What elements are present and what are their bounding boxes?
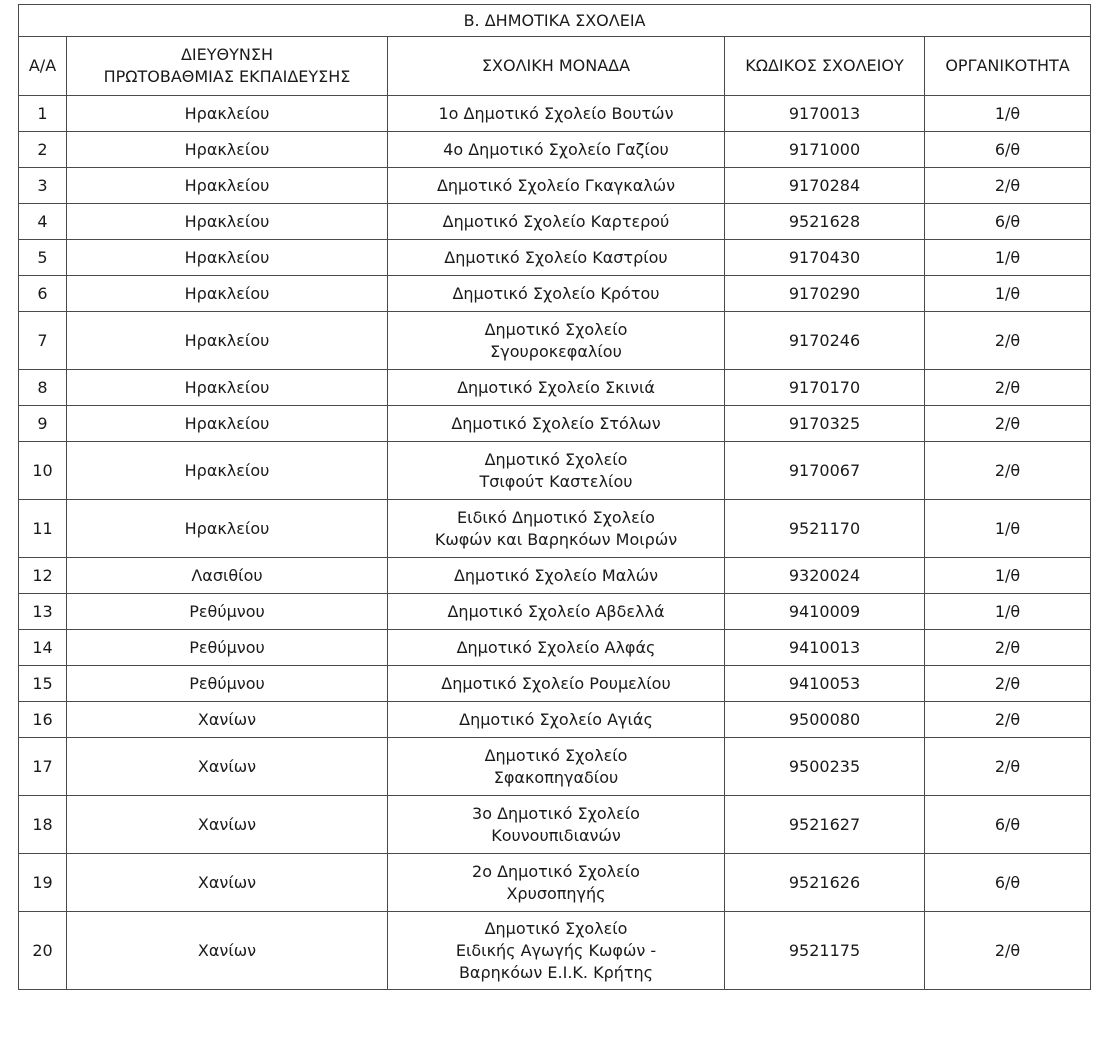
cell-directorate: Ηρακλείου: [67, 96, 388, 132]
cell-school: 1ο Δημοτικό Σχολείο Βουτών: [388, 96, 725, 132]
table-row: [19, 370, 1091, 406]
cell-directorate: Χανίων: [67, 854, 388, 912]
cell-directorate: Ηρακλείου: [67, 442, 388, 500]
cell-aa: 6: [19, 276, 67, 312]
cell-directorate: Χανίων: [67, 796, 388, 854]
cell-organic: 1/θ: [925, 240, 1091, 276]
cell-organic: 1/θ: [925, 96, 1091, 132]
cell-aa: 13: [19, 594, 67, 630]
cell-organic: 6/θ: [925, 204, 1091, 240]
cell-organic: 1/θ: [925, 276, 1091, 312]
table-row: [19, 276, 1091, 312]
cell-directorate: Ρεθύμνου: [67, 630, 388, 666]
cell-school: Δημοτικό Σχολείο Μαλών: [388, 558, 725, 594]
cell-aa: 20: [19, 912, 67, 990]
cell-organic: 1/θ: [925, 558, 1091, 594]
header-row: [19, 37, 1091, 96]
cell-organic: 2/θ: [925, 630, 1091, 666]
cell-directorate: Ηρακλείου: [67, 168, 388, 204]
cell-organic: 6/θ: [925, 854, 1091, 912]
cell-code: 9521175: [725, 912, 925, 990]
table-row: [19, 558, 1091, 594]
cell-school: Δημοτικό Σχολείο Σγουροκεφαλίου: [388, 312, 725, 370]
cell-school: Δημοτικό Σχολείο Αγιάς: [388, 702, 725, 738]
table-row: [19, 312, 1091, 370]
table-row: [19, 630, 1091, 666]
cell-organic: 1/θ: [925, 500, 1091, 558]
cell-aa: 9: [19, 406, 67, 442]
cell-code: 9170067: [725, 442, 925, 500]
cell-aa: 10: [19, 442, 67, 500]
cell-directorate: Λασιθίου: [67, 558, 388, 594]
cell-aa: 3: [19, 168, 67, 204]
cell-aa: 11: [19, 500, 67, 558]
table-row: [19, 204, 1091, 240]
cell-organic: 2/θ: [925, 702, 1091, 738]
cell-aa: 4: [19, 204, 67, 240]
cell-organic: 6/θ: [925, 132, 1091, 168]
cell-school: Δημοτικό Σχολείο Αλφάς: [388, 630, 725, 666]
cell-directorate: Ηρακλείου: [67, 276, 388, 312]
cell-school: Δημοτικό Σχολείο Ειδικής Αγωγής Κωφών - Βαρηκόων Ε.Ι.Κ. Κρήτης: [388, 912, 725, 990]
cell-directorate: Ρεθύμνου: [67, 594, 388, 630]
cell-aa: 2: [19, 132, 67, 168]
table-row: [19, 406, 1091, 442]
table-row: [19, 442, 1091, 500]
table-row: [19, 666, 1091, 702]
cell-school: Δημοτικό Σχολείο Τσιφούτ Καστελίου: [388, 442, 725, 500]
cell-organic: 2/θ: [925, 912, 1091, 990]
cell-directorate: Ηρακλείου: [67, 500, 388, 558]
cell-code: 9320024: [725, 558, 925, 594]
cell-organic: 1/θ: [925, 594, 1091, 630]
cell-aa: 15: [19, 666, 67, 702]
cell-directorate: Ηρακλείου: [67, 132, 388, 168]
cell-code: 9410009: [725, 594, 925, 630]
cell-code: 9170430: [725, 240, 925, 276]
header-aa: Α/Α: [19, 37, 67, 96]
header-directorate: ΔΙΕΥΘΥΝΣΗ ΠΡΩΤΟΒΑΘΜΙΑΣ ΕΚΠΑΙΔΕΥΣΗΣ: [67, 37, 388, 96]
cell-aa: 1: [19, 96, 67, 132]
cell-school: 3ο Δημοτικό Σχολείο Κουνουπιδιανών: [388, 796, 725, 854]
table-row: [19, 912, 1091, 990]
cell-code: 9170170: [725, 370, 925, 406]
cell-directorate: Ρεθύμνου: [67, 666, 388, 702]
cell-organic: 2/θ: [925, 738, 1091, 796]
cell-aa: 14: [19, 630, 67, 666]
cell-school: Δημοτικό Σχολείο Κρότου: [388, 276, 725, 312]
table-row: [19, 738, 1091, 796]
cell-directorate: Χανίων: [67, 738, 388, 796]
cell-directorate: Ηρακλείου: [67, 370, 388, 406]
cell-aa: 16: [19, 702, 67, 738]
cell-code: 9521626: [725, 854, 925, 912]
cell-aa: 5: [19, 240, 67, 276]
header-organic: ΟΡΓΑΝΙΚΟΤΗΤΑ: [925, 37, 1091, 96]
table-row: [19, 240, 1091, 276]
cell-organic: 2/θ: [925, 370, 1091, 406]
table-caption: Β. ΔΗΜΟΤΙΚΑ ΣΧΟΛΕΙΑ: [19, 5, 1091, 37]
cell-organic: 2/θ: [925, 442, 1091, 500]
schools-table: [18, 4, 1091, 990]
table-row: [19, 500, 1091, 558]
cell-aa: 17: [19, 738, 67, 796]
table-row: [19, 702, 1091, 738]
cell-directorate: Ηρακλείου: [67, 204, 388, 240]
cell-school: Δημοτικό Σχολείο Στόλων: [388, 406, 725, 442]
cell-school: 2ο Δημοτικό Σχολείο Χρυσοπηγής: [388, 854, 725, 912]
cell-school: Δημοτικό Σχολείο Γκαγκαλών: [388, 168, 725, 204]
cell-code: 9500235: [725, 738, 925, 796]
cell-code: 9171000: [725, 132, 925, 168]
cell-organic: 2/θ: [925, 666, 1091, 702]
cell-school: Δημοτικό Σχολείο Καστρίου: [388, 240, 725, 276]
cell-code: 9410013: [725, 630, 925, 666]
cell-directorate: Ηρακλείου: [67, 406, 388, 442]
cell-code: 9170284: [725, 168, 925, 204]
cell-code: 9170013: [725, 96, 925, 132]
cell-organic: 2/θ: [925, 406, 1091, 442]
cell-directorate: Χανίων: [67, 912, 388, 990]
cell-organic: 2/θ: [925, 168, 1091, 204]
cell-code: 9170290: [725, 276, 925, 312]
cell-code: 9410053: [725, 666, 925, 702]
cell-code: 9500080: [725, 702, 925, 738]
cell-code: 9170246: [725, 312, 925, 370]
header-code: ΚΩΔΙΚΟΣ ΣΧΟΛΕΙΟΥ: [725, 37, 925, 96]
cell-school: Δημοτικό Σχολείο Σκινιά: [388, 370, 725, 406]
table-row: [19, 594, 1091, 630]
table-row: [19, 854, 1091, 912]
header-school: ΣΧΟΛΙΚΗ ΜΟΝΑΔΑ: [388, 37, 725, 96]
cell-directorate: Ηρακλείου: [67, 312, 388, 370]
table-row: [19, 796, 1091, 854]
cell-school: Δημοτικό Σχολείο Αβδελλά: [388, 594, 725, 630]
cell-aa: 7: [19, 312, 67, 370]
table-row: [19, 132, 1091, 168]
cell-school: Δημοτικό Σχολείο Σφακοπηγαδίου: [388, 738, 725, 796]
cell-code: 9521628: [725, 204, 925, 240]
table-row: [19, 168, 1091, 204]
cell-school: Ειδικό Δημοτικό Σχολείο Κωφών και Βαρηκόων Μοιρών: [388, 500, 725, 558]
cell-directorate: Χανίων: [67, 702, 388, 738]
cell-directorate: Ηρακλείου: [67, 240, 388, 276]
cell-school: Δημοτικό Σχολείο Ρουμελίου: [388, 666, 725, 702]
cell-code: 9521170: [725, 500, 925, 558]
table-row: [19, 96, 1091, 132]
cell-aa: 8: [19, 370, 67, 406]
cell-aa: 19: [19, 854, 67, 912]
cell-school: Δημοτικό Σχολείο Καρτερού: [388, 204, 725, 240]
cell-aa: 18: [19, 796, 67, 854]
cell-organic: 2/θ: [925, 312, 1091, 370]
cell-code: 9170325: [725, 406, 925, 442]
cell-organic: 6/θ: [925, 796, 1091, 854]
cell-aa: 12: [19, 558, 67, 594]
cell-school: 4ο Δημοτικό Σχολείο Γαζίου: [388, 132, 725, 168]
cell-code: 9521627: [725, 796, 925, 854]
